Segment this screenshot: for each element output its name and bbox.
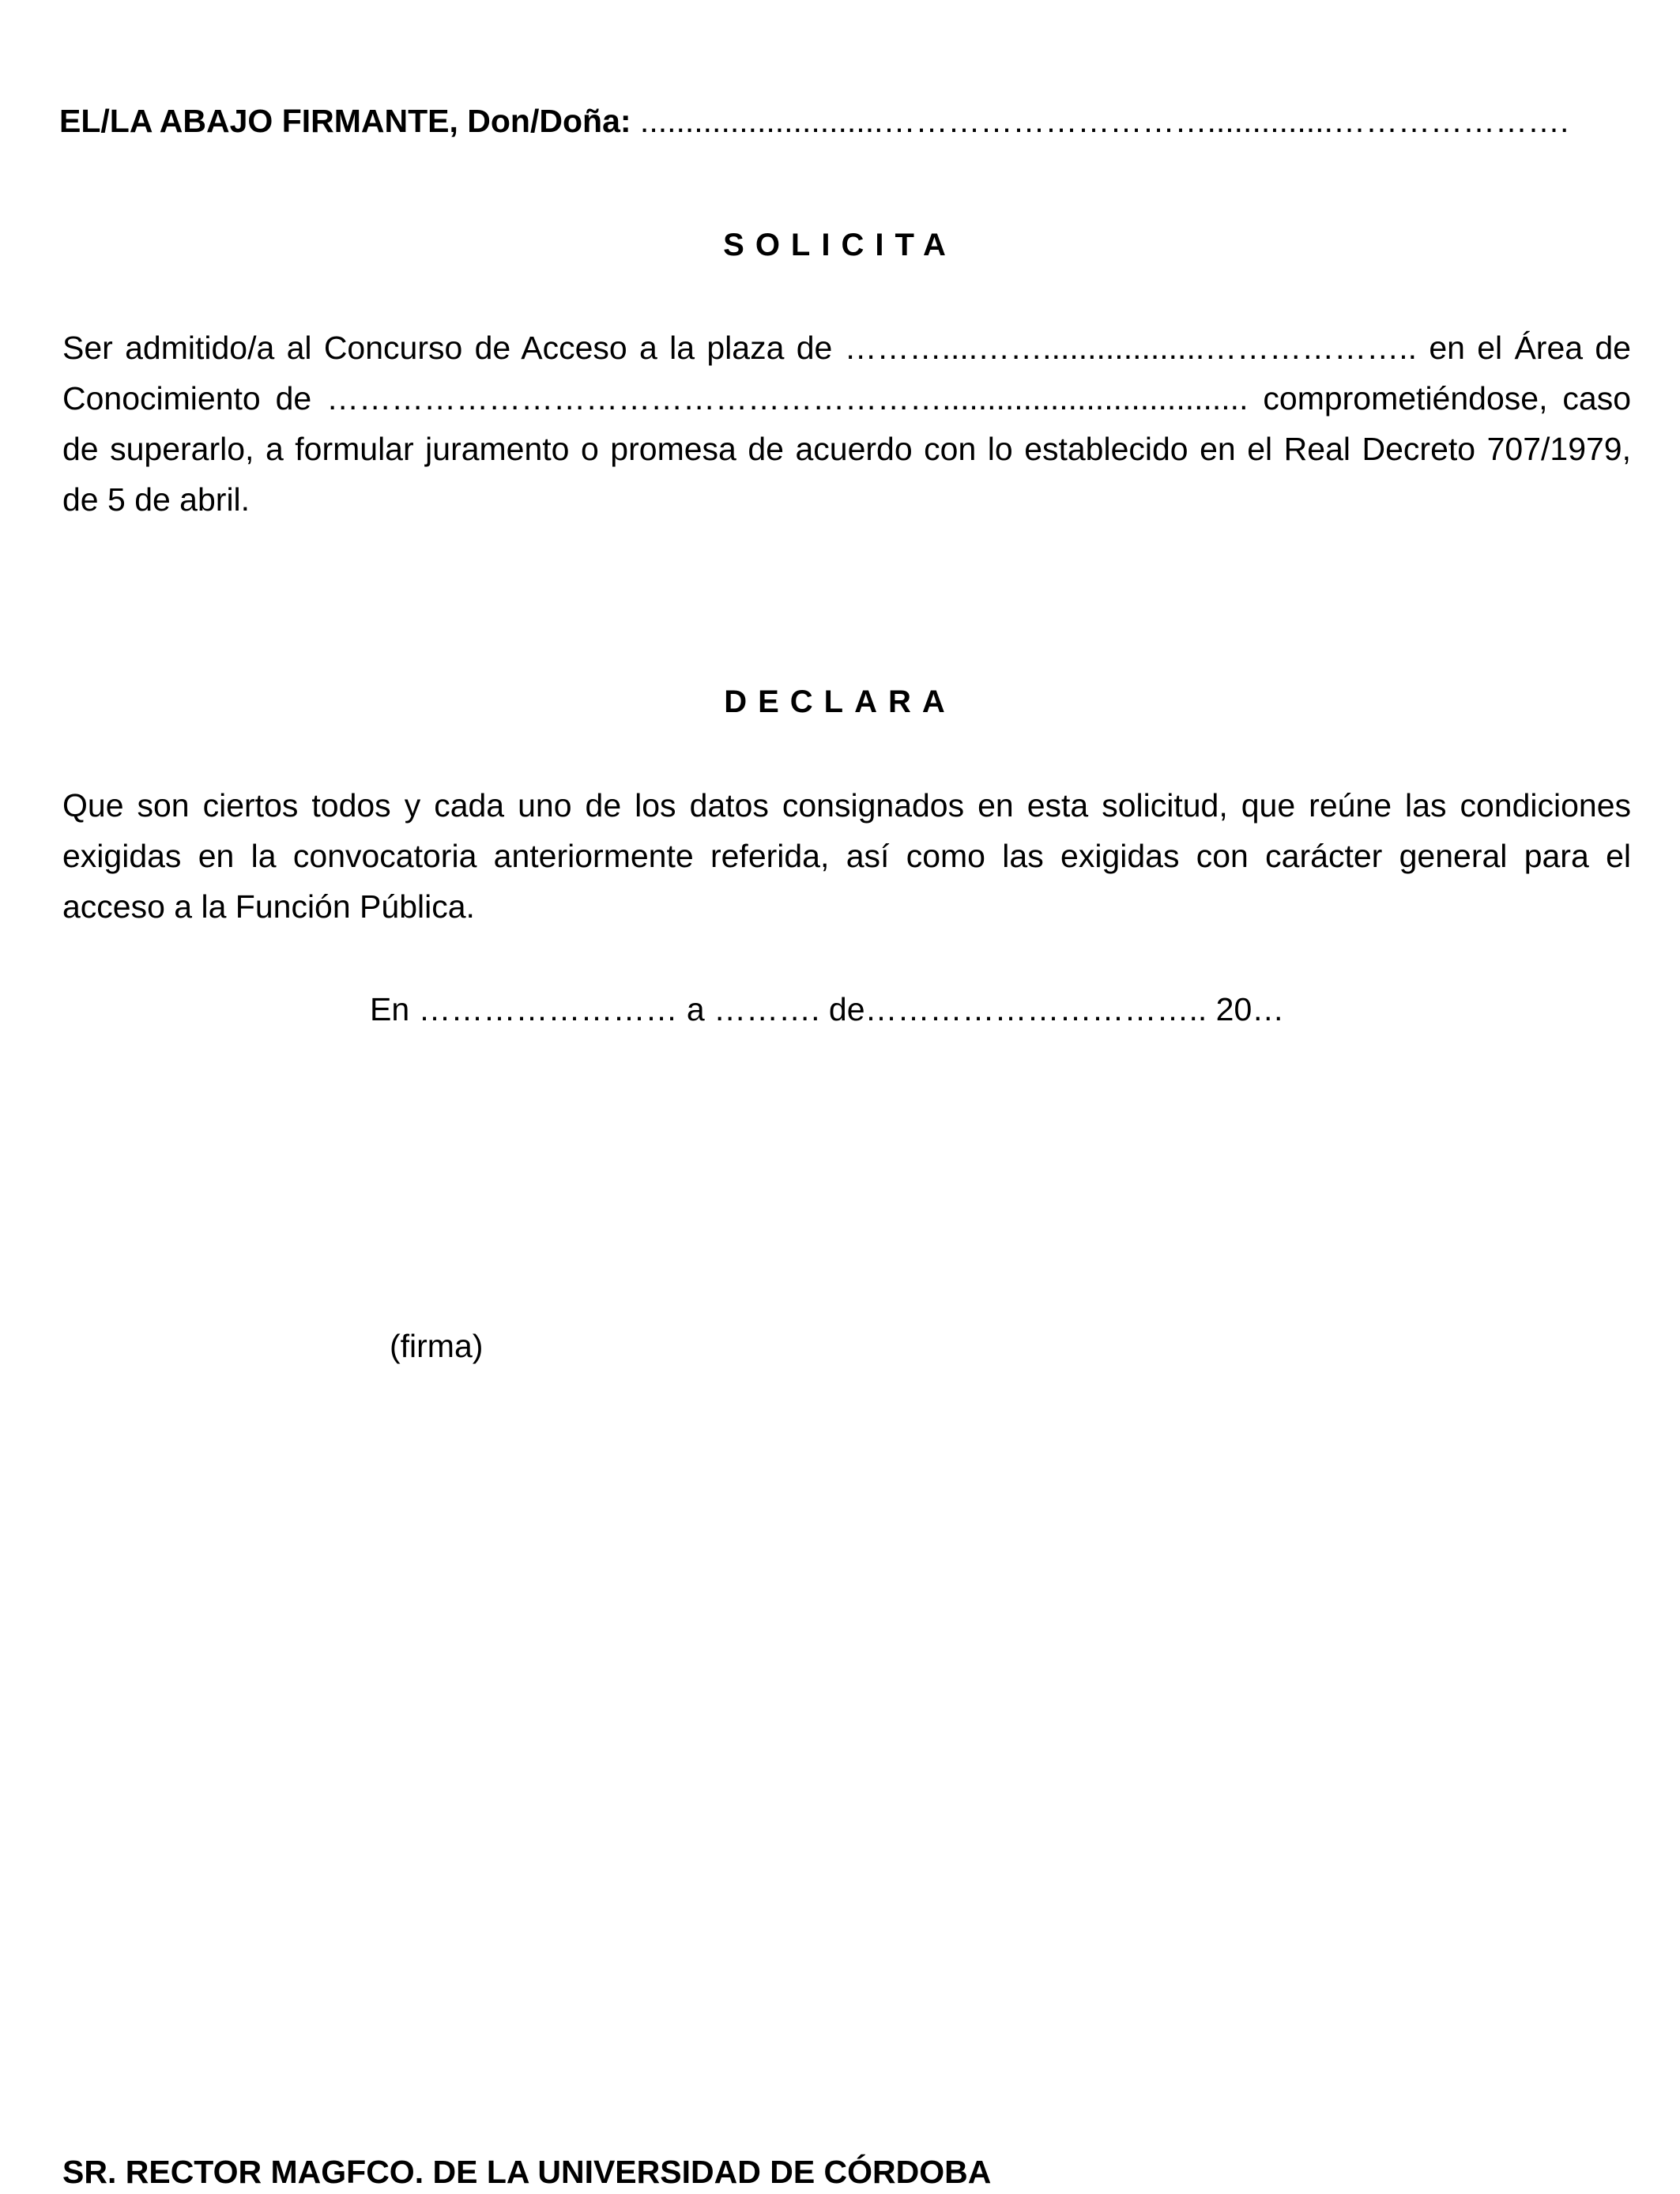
- declara-heading: DECLARA: [724, 684, 956, 719]
- declara-paragraph: Que son ciertos todos y cada uno de los datos consignados en esta solicitud, que reúne las condiciones exigidas en la convocatoria anteriormente referida, así como las exigidas con carácter general para el acceso a la Función Pública.: [62, 787, 1631, 925]
- solicita-paragraph: Ser admitido/a al Concurso de Acceso a la plaza de ………....……..................……………….. en el Área de Conocimiento de ………………………………………………….................................. comprometiéndose, caso de superarlo, a formular juramento o promesa de acuerdo con lo establecido en el Real Decreto 707/1979, de 5 de abril.: [62, 330, 1631, 518]
- solicita-heading: SOLICITA: [723, 228, 957, 262]
- addressee-line: SR. RECTOR MAGFCO. DE LA UNIVERSIDAD DE CÓRDOBA: [62, 2154, 992, 2190]
- applicant-name-blank: ...........................…………………………..............………………….: [631, 103, 1569, 139]
- place-date-line: En …………………… a ………. de………………………….. 20…: [370, 991, 1285, 1027]
- applicant-name-line: [59, 103, 1648, 140]
- signature-label: (firma): [390, 1328, 484, 1364]
- applicant-name-label: EL/LA ABAJO FIRMANTE, Don/Doña:: [59, 103, 631, 139]
